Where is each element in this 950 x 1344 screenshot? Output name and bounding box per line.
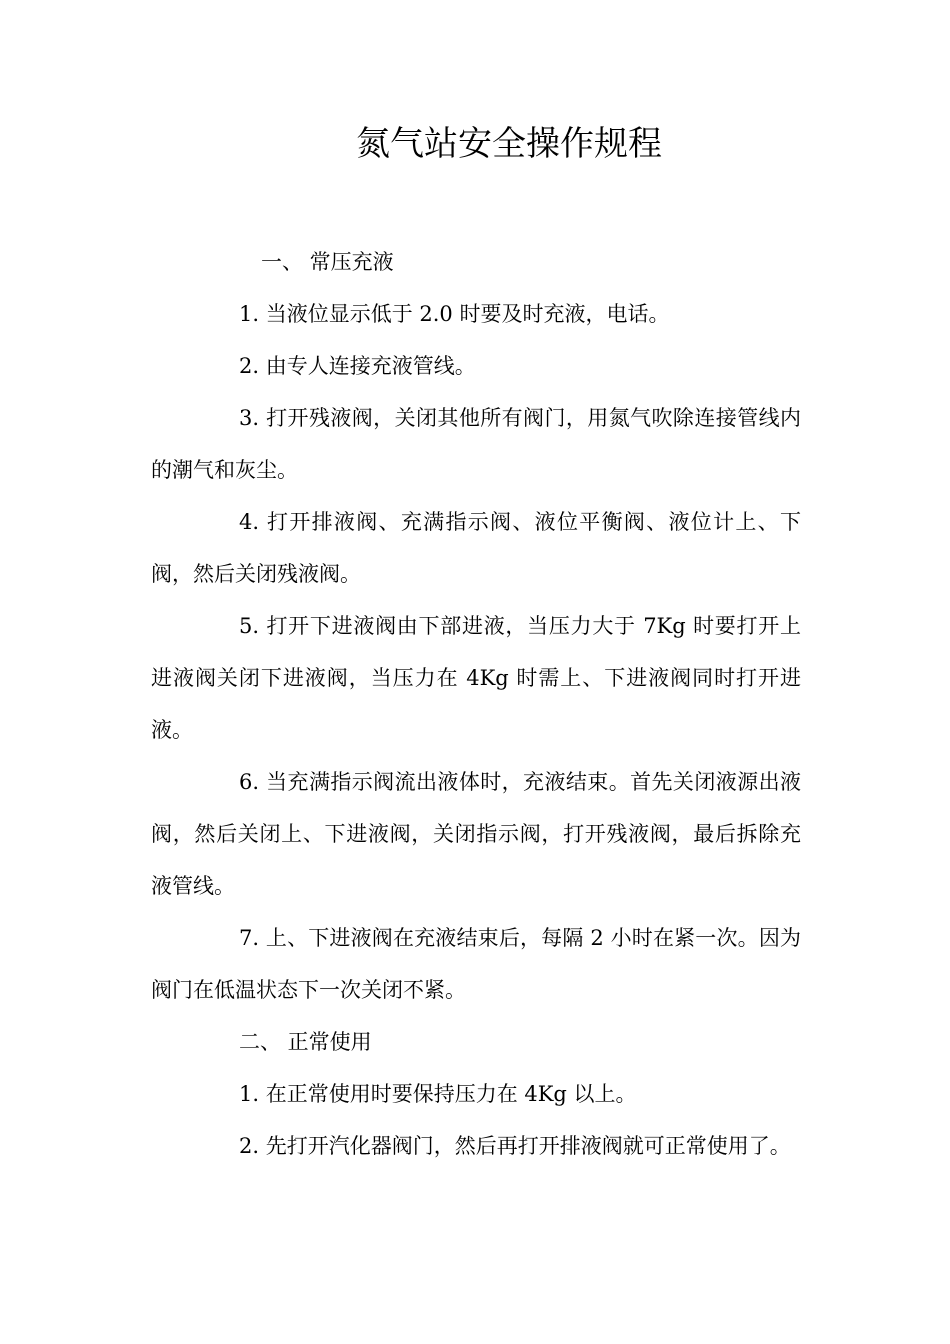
- paragraph-2-2: 2. 先打开汽化器阀门，然后再打开排液阀就可正常使用了。: [239, 1134, 791, 1158]
- paragraph-1-5: 5. 打开下进液阀由下部进液，当压力大于 7Kg 时要打开上进液阀关闭下进液阀，当压力在 4Kg 时需上、下进液阀同时打开进液。: [151, 614, 801, 742]
- paragraph-1-6: 6. 当充满指示阀流出液体时，充液结束。首先关闭液源出液阀，然后关闭上、下进液阀，关闭指示阀，打开残液阀，最后拆除充液管线。: [151, 770, 801, 898]
- paragraph-1-3: 3. 打开残液阀，关闭其他所有阀门，用氮气吹除连接管线内的潮气和灰尘。: [151, 406, 801, 482]
- paragraph-1-7: 7. 上、下进液阀在充液结束后，每隔 2 小时在紧一次。因为阀门在低温状态下一次关闭不紧。: [151, 926, 801, 1002]
- paragraph-1-1: 1. 当液位显示低于 2.0 时要及时充液，电话。: [239, 302, 670, 326]
- paragraph-2-1: 1. 在正常使用时要保持压力在 4Kg 以上。: [239, 1082, 637, 1106]
- document-title: 氮气站安全操作规程: [356, 124, 662, 164]
- document-body: [151, 236, 801, 1172]
- paragraph-1-4: 4. 打开排液阀、充满指示阀、液位平衡阀、液位计上、下阀，然后关闭残液阀。: [151, 510, 801, 586]
- section-heading-1: 一、 常压充液: [261, 250, 394, 274]
- paragraph-1-2: 2. 由专人连接充液管线。: [239, 354, 476, 378]
- section-heading-2: 二、 正常使用: [239, 1030, 372, 1054]
